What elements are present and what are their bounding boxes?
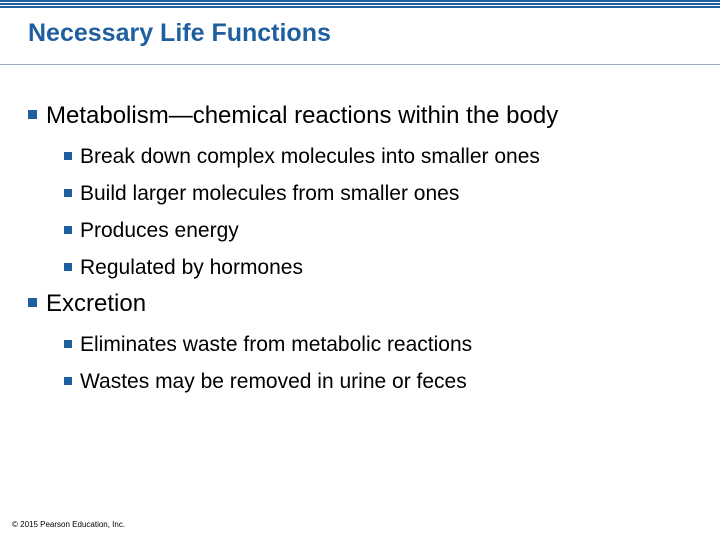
sub-bullet-text: Build larger molecules from smaller ones	[80, 182, 460, 205]
sub-bullet-text: Eliminates waste from metabolic reactions	[80, 333, 473, 356]
sub-bullet-break-down	[64, 145, 540, 169]
square-bullet-icon	[64, 189, 72, 197]
sub-bullet-produces-energy	[64, 219, 239, 243]
square-bullet-icon	[28, 110, 37, 119]
sub-bullet-eliminates-waste	[64, 333, 472, 357]
square-bullet-icon	[28, 298, 37, 307]
slide-title: Necessary Life Functions	[28, 19, 331, 47]
sub-bullet-wastes-removed	[64, 370, 467, 394]
sub-bullet-build-larger	[64, 182, 459, 206]
square-bullet-icon	[64, 152, 72, 160]
bullet-metabolism	[28, 102, 558, 130]
sub-bullet-text: Produces energy	[80, 219, 239, 242]
square-bullet-icon	[64, 340, 72, 348]
sub-bullet-text: Regulated by hormones	[80, 256, 303, 279]
sub-bullet-text: Wastes may be removed in urine or feces	[80, 370, 467, 393]
bullet-text: Excretion	[46, 290, 147, 317]
sub-bullet-text: Break down complex molecules into smaller ones	[80, 145, 540, 168]
square-bullet-icon	[64, 226, 72, 234]
square-bullet-icon	[64, 263, 72, 271]
bullet-excretion	[28, 290, 146, 318]
square-bullet-icon	[64, 377, 72, 385]
sub-bullet-regulated	[64, 256, 303, 280]
copyright-footer: © 2015 Pearson Education, Inc.	[12, 520, 126, 529]
bullet-text: Metabolism—chemical reactions within the body	[46, 102, 559, 129]
